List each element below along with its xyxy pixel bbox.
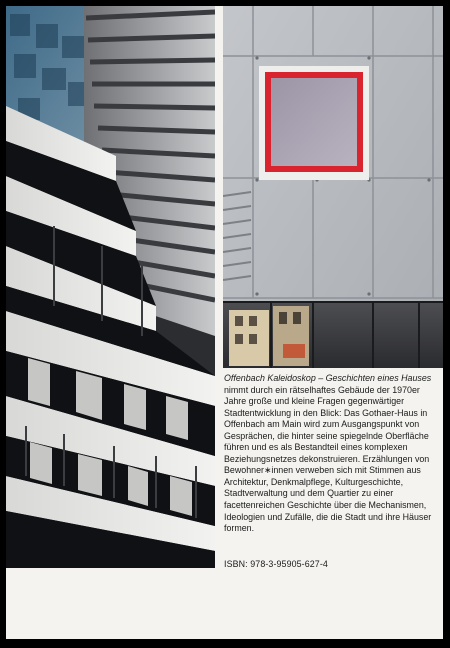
- book-back-cover: [6, 6, 443, 639]
- book-title: Offenbach Kaleidoskop – Geschichten eines Hauses: [224, 373, 432, 383]
- isbn-number: ISBN: 978-3-95905-627-4: [224, 559, 328, 569]
- cover-blurb: [224, 373, 438, 535]
- blurb-body: nimmt durch ein rätselhaftes Gebäude der 1970er Jahre große und kleine Fragen gegenwärtiger Stadtentwicklung in den Blick: Das Gothaer-Haus in Offenbach am Main wird zum Ausgangspunkt von Gesprächen, die hinter seine spiegelnde Oberfläche führen und es als Bestandteil eines komplexen Beziehungsnetzes dekonstruieren. Erzählungen von Bewohner∗innen verweben sich mit Stimmen aus Architektur, Denkmalpflege, Kulturgeschichte, Stadtverwaltung und dem Quartier zu einer facettenreichen Geschichte über die Mechanismen, Ideologien und Zufälle, die die Stadt und ihre Häuser formen.: [224, 384, 432, 534]
- red-window: [259, 66, 369, 180]
- facade-photo-right: [223, 6, 443, 368]
- facade-photo-left: [6, 6, 215, 568]
